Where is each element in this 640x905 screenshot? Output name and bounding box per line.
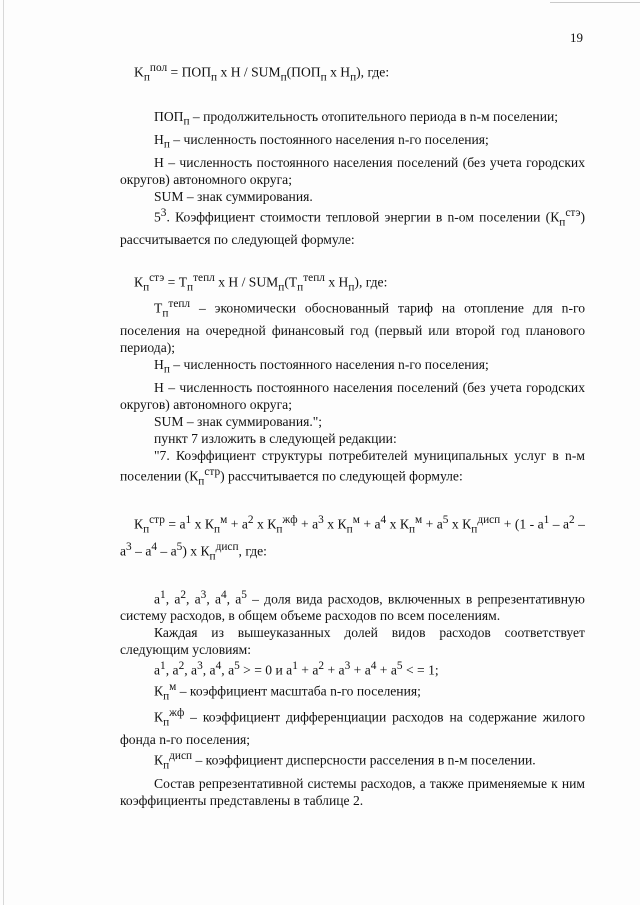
- formula-k-str: $К_п^{стр} = а^1$ х $К_п^м + а^2$ х $К_п^{жф} + а^3$ х $К_п^м + а^4$ х $К_п^м + а^5$ х $К_п^{дисп} + (1 - а^1 - а^2 - а^3 - а^4 - а^5)$ х $К_п^{дисп}$, где:: [120, 514, 585, 562]
- formula-k-pol: $K_п^{пол} = ПОП_п$ х Н / $SUM_п(ПОП_п$ х $Н_п$), где:: [134, 62, 390, 84]
- section-5-3-heading: $5^3$. Коэффициент стоимости тепловой энергии в n-ом поселении $(К_п^{стэ})$ рассчитывается по следующей формуле:: [120, 206, 585, 247]
- definition-sum-2: SUM – знак суммирования.";: [154, 414, 323, 430]
- conditions-intro: Каждая из вышеуказанных долей видов расходов соответствует следующим условиям:: [120, 625, 585, 658]
- formula-k-ste: $К_п^{стэ} = Т_п^{тепл}$ х Н / $SUM_п(Т_п^{тепл}$ х $Н_п$), где:: [134, 271, 388, 294]
- definition-np-2: $Н_п$ – численность постоянного населения n-го поселения;: [154, 357, 489, 377]
- definition-kzhf: $К_п^{жф}$ – коэффициент дифференциации расходов на содержание жилого фонда n-го поселения;: [120, 707, 585, 748]
- section-7-heading: "7. Коэффициент структуры потребителей муниципальных услуг в n-м поселении $(К_п^{стр})$ рассчитывается по следующей формуле:: [120, 448, 585, 488]
- definition-pop: $ПОП_п$ – продолжительность отопительного периода в n-м поселении;: [154, 109, 559, 128]
- definition-np: $Н_п$ – численность постоянного населения n-го поселения;: [154, 131, 489, 151]
- definition-shares: $а^1$, $а^2$, $а^3$, $а^4$, $а^5$ – доля вида расходов, включенных в репрезентативную систему расходов, в общем объеме расходов по всем поселениям.: [120, 588, 585, 624]
- definition-n-2: Н – численность постоянного населения поселений (без учета городских округов) автономного округа;: [120, 380, 585, 413]
- definition-km: $К_п^м$ – коэффициент масштаба n-го поселения;: [154, 680, 421, 703]
- scan-edge-top: [550, 2, 640, 3]
- definition-sum: SUM – знак суммирования.: [154, 188, 313, 204]
- clause-7-intro: пункт 7 изложить в следующей редакции:: [154, 431, 397, 447]
- definition-n: Н – численность постоянного населения поселений (без учета городских округов) автономного округа;: [120, 154, 585, 187]
- page-number: 19: [570, 30, 583, 45]
- document-body: [120, 60, 585, 809]
- closing-paragraph: Состав репрезентативной системы расходов, а также применяемые к ним коэффициенты представлены в таблице 2.: [120, 775, 585, 808]
- conditions-formula: $а^1$, $а^2$, $а^3$, $а^4$, $а^5$ > = 0 и $а^1 + а^2 + а^3 + а^4 + а^5$ < = 1;: [154, 660, 439, 678]
- definition-kdisp: $К_п^{дисп}$ – коэффициент дисперсности расселения в n-м поселении.: [154, 750, 536, 772]
- definition-tariff: $Т_п^{тепл}$ – экономически обоснованный тариф на отопление для n-го поселения на очередной финансовый год (первый или второй год планового периода);: [120, 298, 585, 356]
- scan-edge: [3, 0, 4, 905]
